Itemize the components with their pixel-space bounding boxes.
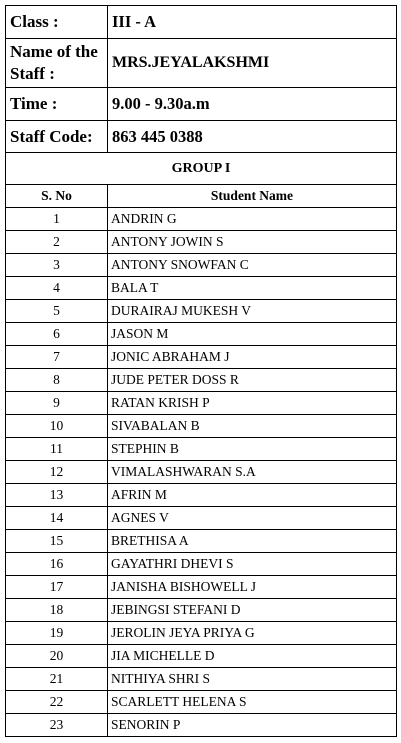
student-name: ANTONY SNOWFAN C (108, 254, 397, 277)
student-serial-number: 7 (6, 346, 108, 369)
student-name: BRETHISA A (108, 530, 397, 553)
table-row (6, 254, 397, 277)
student-name: JEBINGSI STEFANI D (108, 599, 397, 622)
sno-column-header: S. No (6, 185, 108, 208)
student-name: ANTONY JOWIN S (108, 231, 397, 254)
student-serial-number: 9 (6, 392, 108, 415)
student-name: AGNES V (108, 507, 397, 530)
student-serial-number: 16 (6, 553, 108, 576)
table-row (6, 461, 397, 484)
table-row (6, 714, 397, 737)
table-row (6, 622, 397, 645)
student-serial-number: 12 (6, 461, 108, 484)
student-name: STEPHIN B (108, 438, 397, 461)
table-row (6, 369, 397, 392)
table-row (6, 392, 397, 415)
student-name: JASON M (108, 323, 397, 346)
student-name: BALA T (108, 277, 397, 300)
student-name: DURAIRAJ MUKESH V (108, 300, 397, 323)
student-name: VIMALASHWARAN S.A (108, 461, 397, 484)
class-group-sheet (5, 5, 397, 737)
staff-name-row (6, 39, 397, 88)
time-value: 9.00 - 9.30a.m (108, 88, 397, 121)
staff-name-value: MRS.JEYALAKSHMI (108, 39, 397, 88)
time-row (6, 88, 397, 121)
student-name: RATAN KRISH P (108, 392, 397, 415)
student-serial-number: 10 (6, 415, 108, 438)
student-name: JEROLIN JEYA PRIYA G (108, 622, 397, 645)
table-row (6, 346, 397, 369)
group-title-row (6, 153, 397, 185)
student-name: SIVABALAN B (108, 415, 397, 438)
class-value: III - A (108, 6, 397, 39)
class-row (6, 6, 397, 39)
student-name: JUDE PETER DOSS R (108, 369, 397, 392)
student-serial-number: 15 (6, 530, 108, 553)
student-serial-number: 4 (6, 277, 108, 300)
table-row (6, 323, 397, 346)
staff-code-row (6, 121, 397, 153)
student-serial-number: 11 (6, 438, 108, 461)
student-serial-number: 22 (6, 691, 108, 714)
student-serial-number: 17 (6, 576, 108, 599)
table-row (6, 484, 397, 507)
student-serial-number: 3 (6, 254, 108, 277)
student-name: AFRIN M (108, 484, 397, 507)
table-row (6, 691, 397, 714)
table-row (6, 277, 397, 300)
table-row (6, 576, 397, 599)
student-serial-number: 13 (6, 484, 108, 507)
student-serial-number: 2 (6, 231, 108, 254)
student-serial-number: 19 (6, 622, 108, 645)
staff-code-value: 863 445 0388 (108, 121, 397, 153)
staff-name-label: Name of the Staff : (6, 39, 108, 88)
student-name: JANISHA BISHOWELL J (108, 576, 397, 599)
table-row (6, 645, 397, 668)
student-name-column-header: Student Name (108, 185, 397, 208)
student-name: SENORIN P (108, 714, 397, 737)
group-title: GROUP I (6, 153, 397, 185)
table-row (6, 438, 397, 461)
student-name: NITHIYA SHRI S (108, 668, 397, 691)
table-row (6, 208, 397, 231)
student-serial-number: 18 (6, 599, 108, 622)
student-serial-number: 5 (6, 300, 108, 323)
student-serial-number: 21 (6, 668, 108, 691)
student-name: ANDRIN G (108, 208, 397, 231)
student-name: SCARLETT HELENA S (108, 691, 397, 714)
table-row (6, 530, 397, 553)
table-row (6, 415, 397, 438)
column-header-row (6, 185, 397, 208)
student-serial-number: 1 (6, 208, 108, 231)
student-serial-number: 20 (6, 645, 108, 668)
time-label: Time : (6, 88, 108, 121)
table-row (6, 553, 397, 576)
table-row (6, 668, 397, 691)
table-row (6, 507, 397, 530)
table-row (6, 599, 397, 622)
student-name: GAYATHRI DHEVI S (108, 553, 397, 576)
student-name: JIA MICHELLE D (108, 645, 397, 668)
student-name: JONIC ABRAHAM J (108, 346, 397, 369)
student-serial-number: 8 (6, 369, 108, 392)
staff-code-label: Staff Code: (6, 121, 108, 153)
table-row (6, 300, 397, 323)
student-serial-number: 6 (6, 323, 108, 346)
table-row (6, 231, 397, 254)
class-label: Class : (6, 6, 108, 39)
student-serial-number: 14 (6, 507, 108, 530)
student-serial-number: 23 (6, 714, 108, 737)
